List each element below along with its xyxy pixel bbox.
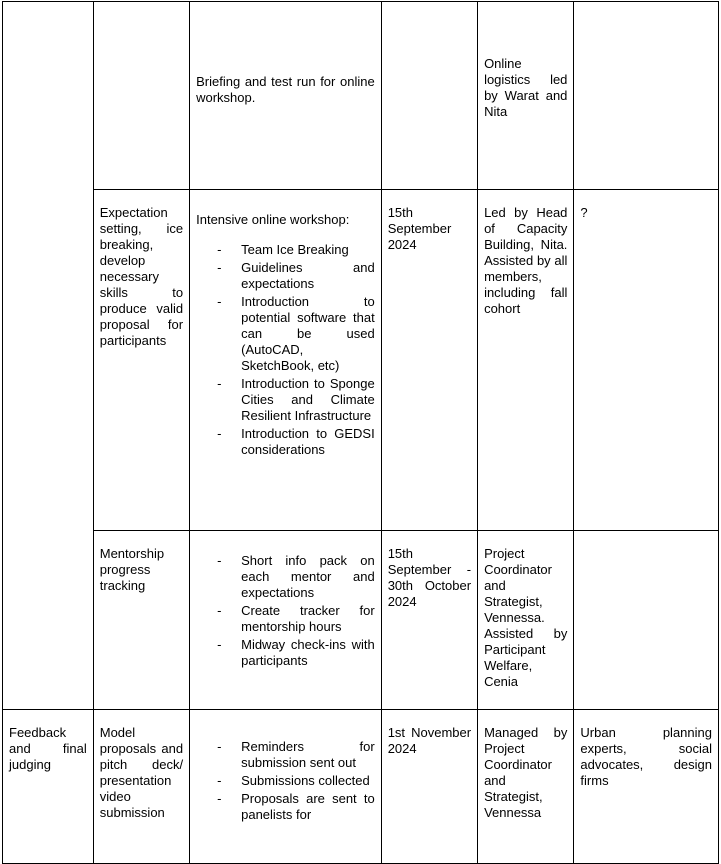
details-list	[196, 739, 375, 823]
lead-text: Project Coordinator and Strategist, Vennessa. Assisted by Participant Welfare, Cenia	[484, 546, 568, 689]
activity-cell	[3, 710, 94, 864]
details-intro: Intensive online workshop:	[196, 212, 350, 227]
list-item: - Introduction to GEDSI considerations	[217, 426, 375, 457]
objective-text: Expectation setting, ice breaking, develop necessary skills to produce valid proposal for participants	[99, 205, 184, 348]
table-row	[3, 710, 719, 864]
list-item: - Midway check-ins with participants	[217, 637, 375, 668]
lead-cell	[478, 190, 574, 531]
list-item: - Team Ice Breaking	[217, 242, 349, 257]
objective-cell	[93, 531, 189, 710]
date-text: 15th September - 30th October 2024	[387, 546, 472, 609]
table-row	[3, 190, 719, 531]
objective-text: Mentorship progress tracking	[99, 546, 165, 593]
stakeholders-cell	[574, 2, 719, 190]
details-cell	[190, 531, 382, 710]
stakeholders-cell	[574, 190, 719, 531]
lead-text: Online logistics led by Warat and Nita	[484, 56, 568, 119]
lead-text: Managed by Project Coordinator and Strategist, Vennessa	[484, 725, 568, 820]
table-row	[3, 531, 719, 710]
list-item: - Short info pack on each mentor and expectations	[217, 553, 375, 600]
lead-cell	[478, 710, 574, 864]
list-item: - Reminders for submission sent out	[217, 739, 375, 770]
objective-cell	[93, 190, 189, 531]
date-text: 15th September 2024	[387, 205, 452, 252]
list-item: - Introduction to Sponge Cities and Climate Resilient Infrastructure	[217, 376, 375, 423]
lead-text: Led by Head of Capacity Building, Nita. Assisted by all members, including fall cohort	[484, 205, 568, 316]
details-intro: Briefing and test run for online workshop.	[196, 74, 375, 105]
objective-text: Model proposals and pitch deck/ presentation video submission	[99, 725, 184, 820]
objective-cell	[93, 710, 189, 864]
stakeholders-text: Urban planning experts, social advocates, design firms	[580, 725, 712, 788]
lead-cell	[478, 2, 574, 190]
date-cell	[381, 190, 477, 531]
activity-cell	[3, 2, 94, 710]
stakeholders-cell	[574, 710, 719, 864]
date-cell	[381, 2, 477, 190]
details-cell	[190, 710, 382, 864]
lead-cell	[478, 531, 574, 710]
list-item: - Proposals are sent to panelists for	[217, 791, 375, 822]
list-item: - Guidelines and expectations	[217, 260, 375, 291]
details-cell	[190, 190, 382, 531]
stakeholders-cell	[574, 531, 719, 710]
date-cell	[381, 710, 477, 864]
stakeholders-text: ?	[580, 205, 588, 220]
objective-cell	[93, 2, 189, 190]
list-item: - Create tracker for mentorship hours	[217, 603, 375, 634]
list-item: - Submissions collected	[217, 773, 370, 788]
table-row	[3, 2, 719, 190]
details-cell	[190, 2, 382, 190]
details-list	[196, 553, 375, 669]
activity-text: Feedback and final judging	[9, 725, 87, 772]
details-list	[196, 242, 375, 458]
plan-table	[2, 1, 719, 864]
list-item: - Introduction to potential software that can be used (AutoCAD, SketchBook, etc)	[217, 294, 375, 373]
date-text: 1st November 2024	[387, 725, 472, 756]
date-cell	[381, 531, 477, 710]
